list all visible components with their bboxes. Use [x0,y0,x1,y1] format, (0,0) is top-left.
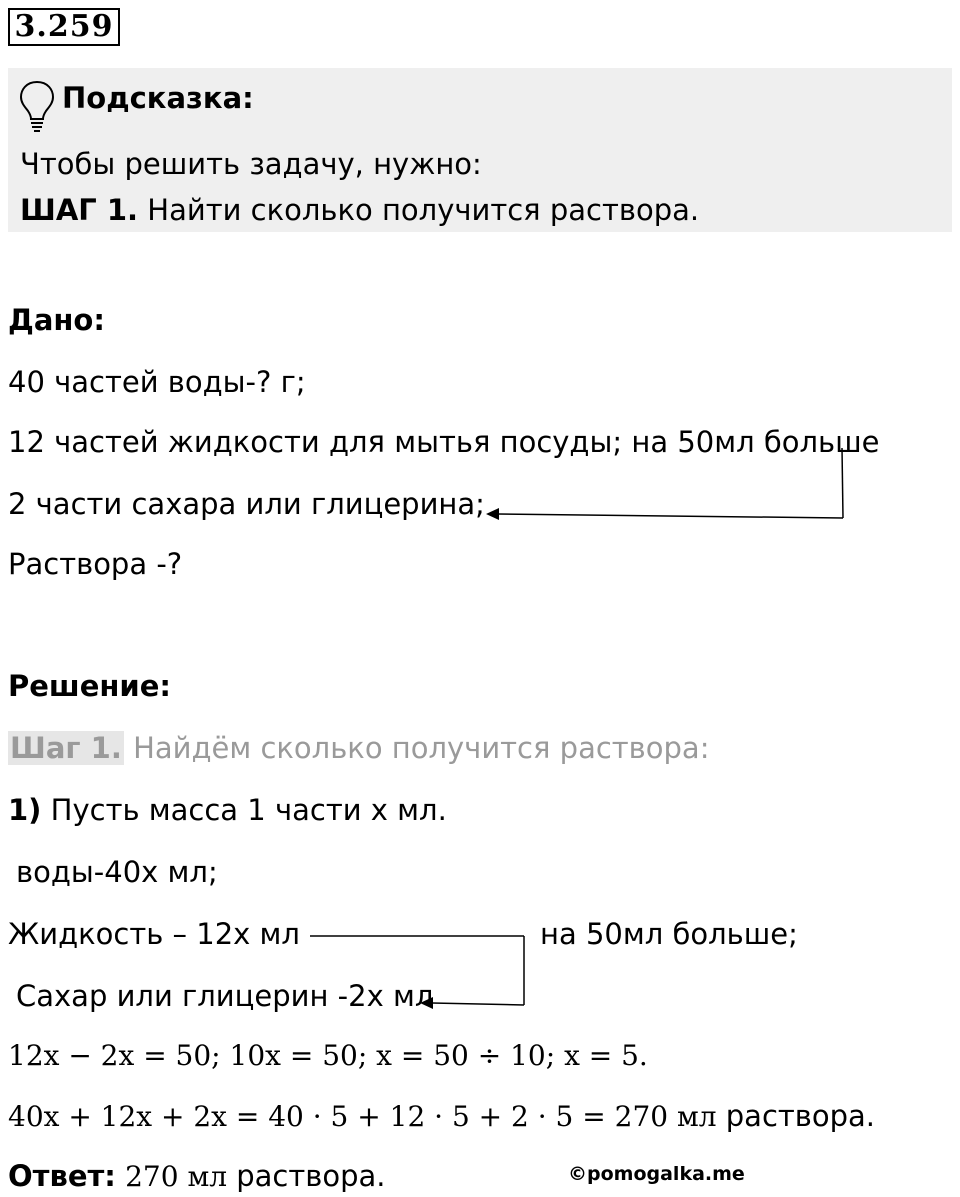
equation-2-tail: раствора. [725,1099,876,1133]
solution-step [8,730,709,766]
given-line-solution: Раствора -? [8,547,183,581]
solution-more: на 50мл больше; [540,917,798,951]
given-line-sugar: 2 части сахара или глицерина; [8,487,485,521]
hint-step-label: ШАГ 1. [20,193,139,227]
solution-liquid: Жидкость – 12х мл [8,917,300,951]
given-title: Дано: [8,303,105,337]
equation-2-math: 40x + 12x + 2x = 40 · 5 + 12 · 5 + 2 · 5 = 270 мл [8,1100,717,1133]
answer-label: Ответ: [8,1159,116,1193]
lightbulb-icon [21,82,53,131]
answer-tail: раствора. [236,1159,386,1193]
solution-item-number: 1) [8,793,42,827]
solution-title: Решение: [8,669,172,703]
answer [8,1158,386,1195]
given-arrowhead [486,508,499,520]
solution-water: воды-40х мл; [16,855,218,889]
solution-step-label: Шаг 1. [10,731,122,765]
solution-sugar: Сахар или глицерин -2х мл [16,979,434,1013]
answer-value: 270 мл [125,1160,228,1193]
watermark: ©pomogalka.me [568,1163,745,1185]
given-line-liquid: 12 частей жидкости для мытья посуды; на 50мл больше [8,425,880,459]
equation-2 [8,1098,875,1135]
hint-step-text: Найти сколько получится раствора. [147,193,700,227]
hint-intro: Чтобы решить задачу, нужно: [20,147,482,181]
solution-item-1 [8,792,447,828]
hint-title: Подсказка: [62,81,254,115]
equation-1: 12x − 2x = 50; 10x = 50; x = 50 ÷ 10; x = 5. [8,1039,648,1072]
problem-number: 3.259 [8,8,120,46]
solution-step-text: Найдём сколько получится раствора: [133,731,710,765]
given-line-water: 40 частей воды-? г; [8,365,306,399]
solution-item-text: Пусть масса 1 части х мл. [50,793,447,827]
hint-step [20,192,699,228]
